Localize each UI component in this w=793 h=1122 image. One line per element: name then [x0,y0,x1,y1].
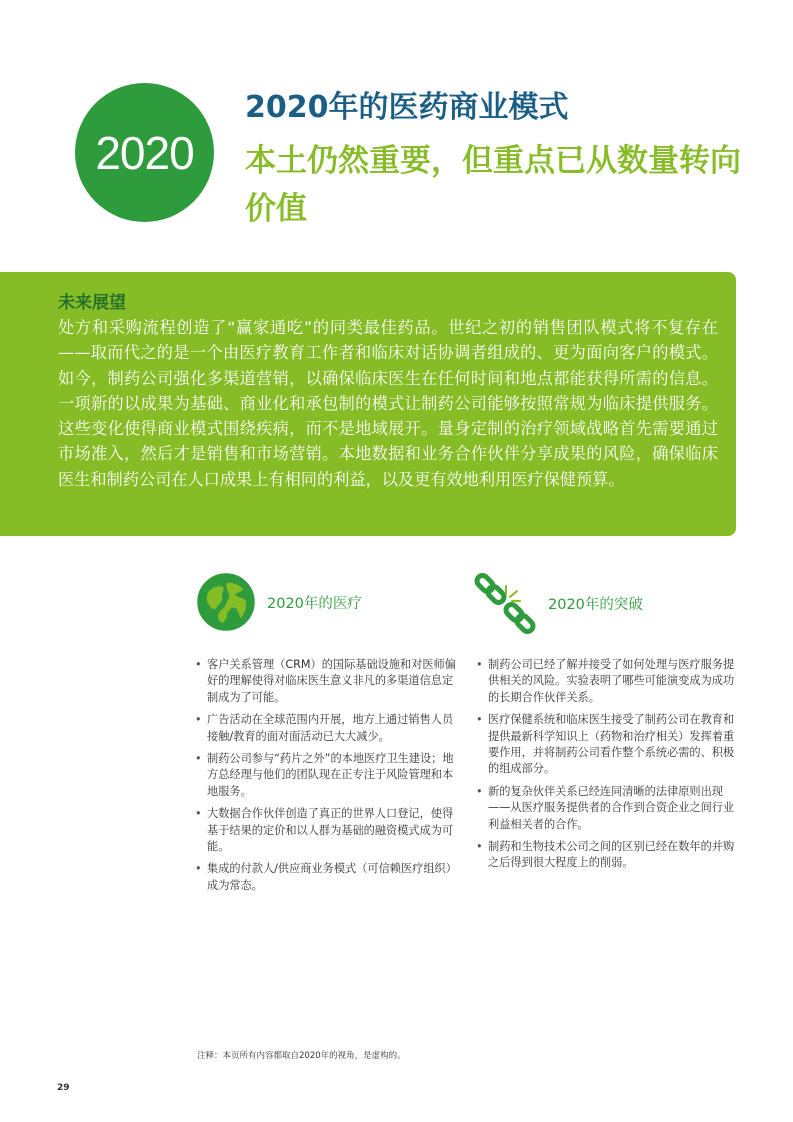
right-bullet-list [476,657,738,878]
year-badge-text: 2020 [95,126,194,179]
left-bullet-list [195,657,457,900]
page-title: 2020年的医药商业模式 [245,90,569,125]
right-column-header [474,572,643,634]
page-subtitle: 本土仍然重要，但重点已从数量转向价值 [245,143,741,227]
list-item: • 制药和生物技术公司之间的区别已经在数年的并购之后得到很大程度上的削弱。 [476,839,738,872]
footnote: 注释：本页所有内容都取自2020年的视角，是虚构的。 [197,1051,406,1061]
list-item: • 集成的付款人/供应商业务模式（可信赖医疗组织）成为常态。 [195,861,457,894]
left-column-heading: 2020年的医疗 [267,595,362,612]
right-column-heading: 2020年的突破 [548,596,643,613]
outlook-body: 处方和采购流程创造了“赢家通吃”的同类最佳药品。世纪之初的销售团队模式将不复存在——取而代之的是一个由医疗教育工作者和临床对话协调者组成的、更为面向客户的模式。如今，制药公司强化多渠道营销，以确保临床医生在任何时间和地点都能获得所需的信息。一项新的以成果为基础、商业化和承包制的模式让制药公司能够按照常规为临床提供服务。这些变化使得商业模式围绕疾病，而不是地域展开。量身定制的治疗领域战略首先需要通过市场准入，然后才是销售和市场营销。本地数据和业务合作伙伴分享成果的风险，确保临床医生和制药公司在人口成果上有相同的利益，以及更有效地利用医疗保健预算。 [58,318,718,489]
page-number: 29 [57,1083,70,1093]
globe-icon [197,573,255,631]
list-item: • 医疗保健系统和临床医生接受了制药公司在教育和提供最新科学知识上（药物和治疗相关）发挥着重要作用，并将制药公司看作整个系统必需的、积极的组成部分。 [476,712,738,778]
outlook-heading: 未来展望 [58,293,126,313]
list-item: • 新的复杂伙伴关系已经连同清晰的法律原则出现——从医疗服务提供者的合作到合资企业之间行业利益相关者的合作。 [476,784,738,833]
broken-chain-icon [474,572,536,634]
year-badge [75,83,214,222]
list-item: • 大数据合作伙伴创造了真正的世界人口登记，使得基于结果的定价和以人群为基础的融资模式成为可能。 [195,806,457,855]
left-column-header [197,573,362,631]
list-item: • 客户关系管理（CRM）的国际基础设施和对医师偏好的理解使得对临床医生意义非凡的多渠道信息定制成为了可能。 [195,657,457,706]
list-item: • 制药公司参与“药片之外”的本地医疗卫生建设；地方总经理与他们的团队现在正专注于风险管理和本地服务。 [195,751,457,800]
list-item: • 广告活动在全球范围内开展，地方上通过销售人员接触/教育的面对面活动已大大减少。 [195,712,457,745]
list-item: • 制药公司已经了解并接受了如何处理与医疗服务提供相关的风险。实验表明了哪些可能演变成为成功的长期合作伙伴关系。 [476,657,738,706]
